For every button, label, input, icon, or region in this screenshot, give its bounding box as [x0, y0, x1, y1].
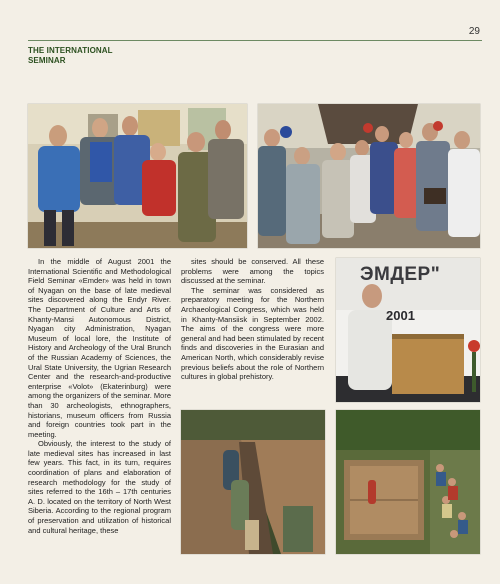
trench-photo-image	[181, 410, 325, 554]
banner-text-emder: ЭМДЕР"	[360, 264, 441, 285]
section-title-line-1: THE INTERNATIONAL	[28, 46, 113, 55]
crowd-photo	[258, 104, 480, 248]
group-photo-image	[28, 104, 247, 248]
middle-text-column	[181, 257, 324, 382]
trench-photo	[181, 410, 325, 554]
header-rule	[28, 40, 482, 41]
section-title	[28, 46, 113, 66]
speaker-photo	[336, 258, 480, 402]
crowd-photo-image	[258, 104, 480, 248]
banner-text-year: 2001	[386, 308, 415, 323]
excavation-photo	[336, 410, 480, 554]
excavation-photo-image	[336, 410, 480, 554]
left-paragraph-1: In the middle of August 2001 the International Scientific and Methodological Field Seminar «Emder» was held in town of Nyagan on the base of late medieval sites discovered along the Endyr River. The Department of Culture and Arts of Khanty-Mansi Autonomous District, Nyagan city Administration, Nyagan Museum of local lore, the Institute of History and Archeology of the Ural Brunch of the Russian Academy of Sciences, the Ural State University, the Ugrian Research Center and the research-and-productive enterprise «Volot» (Ekaterinburg) were among the organizers of the seminar. More than 30 archeologists, ethnographers, historians, museum officers from Russia and foreign countries took part in the meeting.	[28, 257, 171, 439]
left-text-column	[28, 257, 171, 535]
middle-paragraph-2: The seminar was considered as preparatory meeting for the Northern Archaeological Congress, which was held in Khanty-Mansiisk in September 2002. The aims of the congress were more general and had been stimulated by recent finds and discoveries in the Eurasian and American North, which considerably revise previous beliefs about the role of Northern cultures in global prehistory.	[181, 285, 324, 382]
left-paragraph-2: Obviously, the interest to the study of late medieval sites has increased in last few years. This fact, in its turn, requires coordination of plans and elaboration of research methodology for the study of sites referred to the 16th – 17th centuries A. D. located on the territory of North West Siberia. According to the regional program of preservation and utilization of historical and cultural heritage, these	[28, 439, 171, 535]
page-number: 29	[468, 26, 480, 37]
section-title-line-2: SEMINAR	[28, 56, 66, 65]
group-photo	[28, 104, 247, 248]
middle-paragraph-1: sites should be conserved. All these problems were among the topics discussed at the seminar.	[181, 257, 324, 286]
